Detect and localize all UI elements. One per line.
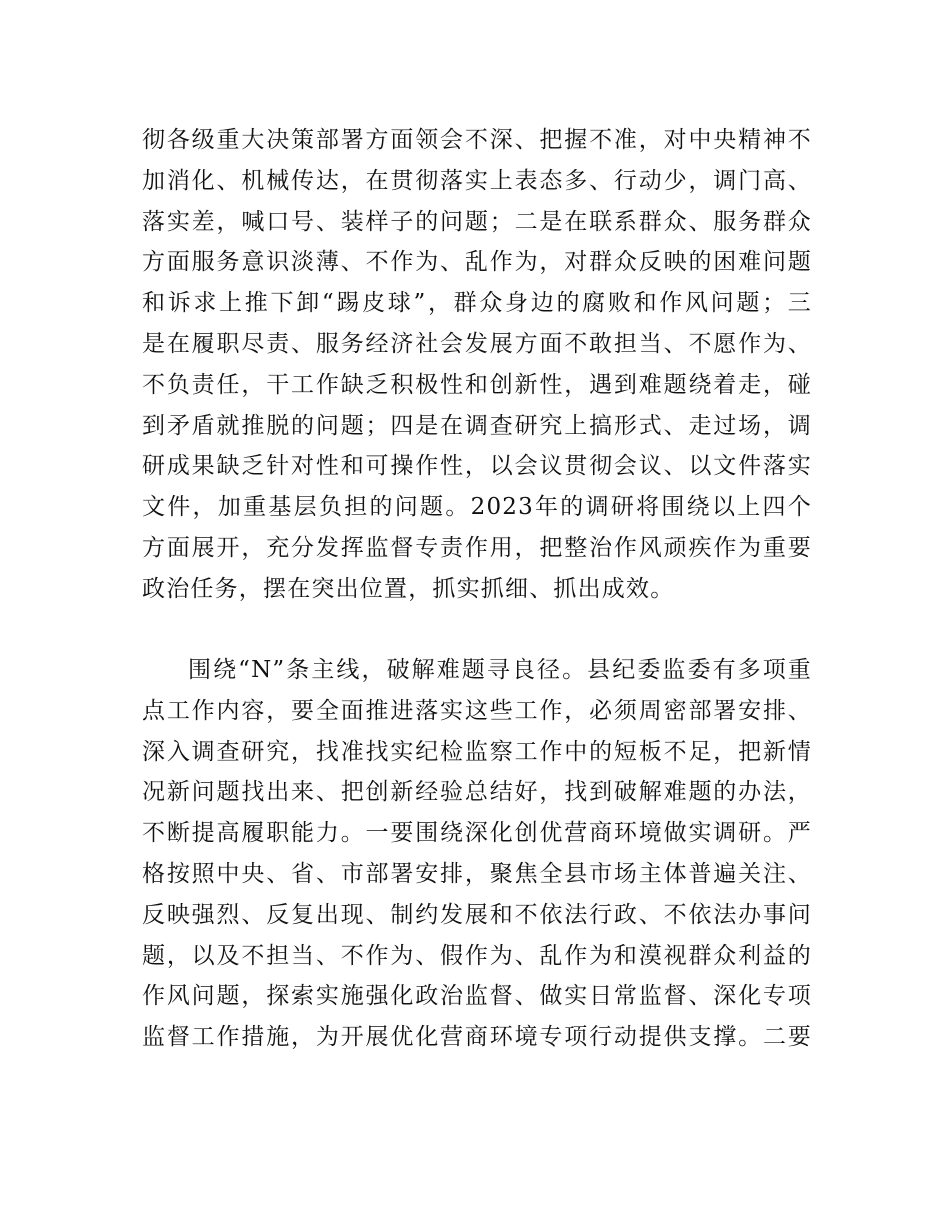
paragraph-line: 点工作内容，要全面推进落实这些工作，必须周密部署安排、 (142, 697, 812, 724)
paragraph-line: 况新问题找出来、把创新经验总结好，找到破解难题的办法， (142, 779, 812, 806)
paragraph-line: 题，以及不担当、不作为、假作为、乱作为和漠视群众利益的 (142, 942, 812, 969)
paragraph-line: 是在履职尽责、服务经济社会发展方面不敢担当、不愿作为、 (142, 330, 812, 357)
paragraph-line: 和诉求上推下卸“踢皮球”，群众身边的腐败和作风问题；三 (142, 290, 812, 317)
paragraph-line: 政治任务，摆在突出位置，抓实抓细、抓出成效。 (142, 575, 675, 602)
paragraph-line: 格按照中央、省、市部署安排，聚焦全县市场主体普遍关注、 (142, 860, 812, 887)
paragraph-line: 加消化、机械传达，在贯彻落实上表态多、行动少，调门高、 (142, 167, 812, 194)
paragraph-1 (142, 120, 812, 610)
paragraph-line: 方面服务意识淡薄、不作为、乱作为，对群众反映的困难问题 (142, 249, 812, 276)
paragraph-line: 监督工作措施，为开展优化营商环境专项行动提供支撑。二要 (142, 1024, 812, 1051)
paragraph-line: 深入调查研究，找准找实纪检监察工作中的短板不足，把新情 (142, 738, 812, 765)
paragraph-line: 不负责任，干工作缺乏积极性和创新性，遇到难题绕着走，碰 (142, 371, 812, 398)
paragraph-line: 围绕“N”条主线，破解难题寻良径。县纪委监委有多项重 (188, 657, 812, 683)
paragraph-line: 文件，加重基层负担的问题。2023年的调研将围绕以上四个 (142, 494, 812, 521)
paragraph-line: 研成果缺乏针对性和可操作性，以会议贯彻会议、以文件落实 (142, 453, 812, 480)
paragraph-line: 落实差，喊口号、装样子的问题；二是在联系群众、服务群众 (142, 208, 812, 235)
paragraph-2 (142, 650, 812, 1058)
paragraph-line: 作风问题，探索实施强化政治监督、做实日常监督、深化专项 (142, 983, 812, 1010)
paragraph-line: 不断提高履职能力。一要围绕深化创优营商环境做实调研。严 (142, 820, 812, 847)
paragraph-line: 到矛盾就推脱的问题；四是在调查研究上搞形式、走过场，调 (142, 412, 812, 439)
paragraph-line: 方面展开，充分发挥监督专责作用，把整治作风顽疾作为重要 (142, 534, 812, 561)
paragraph-line: 彻各级重大决策部署方面领会不深、把握不准，对中央精神不 (142, 127, 812, 153)
paragraph-line: 反映强烈、反复出现、制约发展和不依法行政、不依法办事问 (142, 901, 812, 928)
